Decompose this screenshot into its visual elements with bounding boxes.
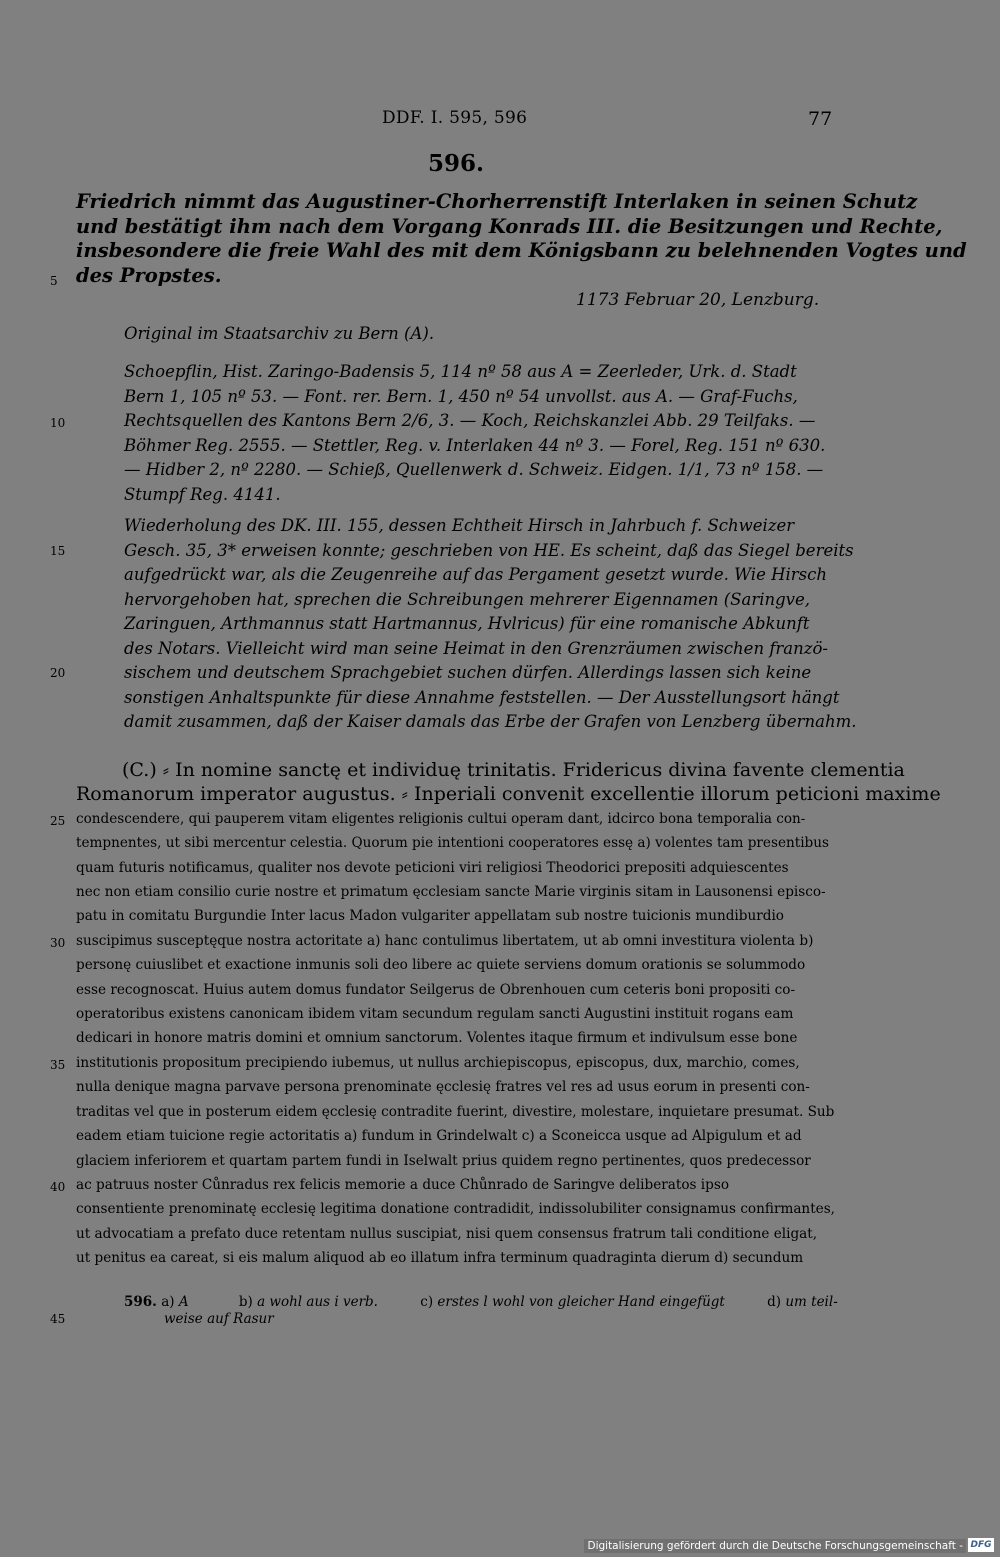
- original-note-text: Original im Staatsarchiv zu Bern (A).: [124, 324, 435, 343]
- charter-line: institutionis propositum precipiendo iubemus, ut nullus archiepiscopus, episcopus, dux, marchio, comes,: [76, 1054, 800, 1071]
- page-number: 77: [808, 108, 833, 130]
- commentary-line: aufgedrückt war, als die Zeugenreihe auf das Pergament gesetzt wurde. Wie Hirsch: [124, 565, 827, 584]
- commentary-line: Gesch. 35, 3* erweisen konnte; geschrieben von HE. Es scheint, daß das Siegel bereits: [124, 540, 854, 560]
- footnote-line: [124, 1294, 838, 1311]
- charter-line: ut advocatiam a prefato duce retentam nullus suscipiat, nisi quem consensus fratrum tali conditione eligat,: [76, 1225, 818, 1242]
- charter-line: consentiente prenominatę ecclesię legitima donatione contradidit, indissolubiliter consignamus confirmantes,: [76, 1201, 835, 1218]
- footnote-b-mark: b): [238, 1294, 253, 1310]
- charter-line: glaciem inferiorem et quartam partem fundi in Iselwalt prius quidem regno pertinentes, quos predecessor: [76, 1152, 811, 1169]
- charter-line: ac patruus noster Cůnradus rex felicis memorie a duce Chůnrado de Saringve deliberatos ipso: [76, 1176, 730, 1193]
- charter-line: ut penitus ea careat, si eis malum aliquod ab eo illatum infra terminum quadraginta dierum d) secundum: [76, 1250, 804, 1267]
- line-number: 30: [50, 936, 66, 950]
- footnote-d-mark: d): [767, 1294, 782, 1310]
- commentary-line: hervorgehoben hat, sprechen die Schreibungen mehrerer Eigennamen (Saringve,: [124, 589, 810, 609]
- commentary-line: sonstigen Anhaltspunkte für diese Annahme feststellen. — Der Ausstellungsort hängt: [124, 687, 840, 707]
- dating-line: 1173 Februar 20, Lenzburg.: [576, 290, 820, 310]
- footnote-d-text: um teil-: [785, 1294, 838, 1310]
- line-number: 35: [50, 1058, 66, 1072]
- charter-line: operatoribus existens canonicam ibidem vitam secundum regulam sancti Augustini instituit rogans eam: [76, 1006, 794, 1023]
- footnote-a-mark: a): [161, 1294, 175, 1310]
- footnote-line-continuation: [124, 1311, 834, 1328]
- editions-line: Böhmer Reg. 2555. — Stettler, Reg. v. Interlaken 44 nº 3. — Forel, Reg. 151 nº 630.: [124, 435, 826, 455]
- commentary-line: des Notars. Vielleicht wird man seine Heimat in den Grenzräumen zwischen franzö-: [124, 638, 828, 658]
- footnote-a-text: A: [178, 1294, 189, 1310]
- editions-line: Rechtsquellen des Kantons Bern 2/6, 3. — Koch, Reichskanzlei Abb. 29 Teilfaks. —: [124, 411, 816, 430]
- charter-line: personę cuiuslibet et exactione inmunis soli deo libere ac quiete serviens domum orationis se solummodo: [76, 957, 806, 974]
- footnote-c-mark: c): [420, 1294, 434, 1310]
- line-number: 45: [50, 1312, 66, 1326]
- charter-line: nulla denique magna parvave persona prenominate ęcclesię fratres vel res ad usus eorum in presenti con-: [76, 1079, 810, 1096]
- charter-line: dedicari in honore matris domini et omnium sanctorum. Volentes itaque firmum et indivulsum esse bone: [76, 1030, 798, 1047]
- commentary-line: Wiederholung des DK. III. 155, dessen Echtheit Hirsch in Jahrbuch f. Schweizer: [124, 516, 795, 535]
- charter-line: traditas vel que in posterum eidem ęcclesię contradite fuerint, divestire, molestare, inquietare presumat. Sub: [76, 1103, 835, 1120]
- line-number: 15: [50, 544, 66, 558]
- document-summary: [76, 190, 967, 288]
- summary-line: und bestätigt ihm nach dem Vorgang Konrads III. die Besitzungen und Rechte,: [76, 214, 943, 238]
- commentary-line: sischem und deutschem Sprachgebiet suchen dürfen. Allerdings lassen sich keine: [124, 663, 812, 682]
- summary-line: insbesondere die freie Wahl des mit dem Königsbann zu belehnenden Vogtes und: [76, 239, 967, 262]
- commentary-line: Zaringuen, Arthmannus statt Hartmannus, Hvlricus) für eine romanische Abkunft: [124, 614, 810, 633]
- editions-line: Bern 1, 105 nº 53. — Font. rer. Bern. 1, 450 nº 54 unvollst. aus A. — Graf-Fuchs,: [124, 386, 798, 406]
- digitization-credit: Digitalisierung gefördert durch die Deutsche Forschungsgemeinschaft -: [584, 1539, 966, 1553]
- line-number: 25: [50, 814, 66, 828]
- charter-line: nec non etiam consilio curie nostre et primatum ęcclesiam sancte Marie virginis sitam in Lausonensi episco-: [76, 884, 826, 901]
- charter-line: patu in comitatu Burgundie Inter lacus Madon vulgariter appellatam sub nostre tuicionis mundiburdio: [76, 908, 784, 925]
- charter-line: suscipimus susceptęque nostra actoritate a) hanc contulimus libertatem, ut ab omni investitura violenta b): [76, 932, 814, 949]
- charter-line: tempnentes, ut sibi mercentur celestia. Quorum pie intentioni cooperatores essę a) volentes tam presentibus: [76, 835, 829, 852]
- footnotes: [124, 1294, 838, 1328]
- editions-line: Schoepflin, Hist. Zaringo-Badensis 5, 114 nº 58 aus A = Zeerleder, Urk. d. Stadt: [124, 362, 797, 381]
- footnote-doc-number: 596.: [124, 1294, 157, 1310]
- editions-block: [124, 360, 832, 507]
- summary-line: des Propstes.: [76, 263, 222, 287]
- line-number: 10: [50, 416, 66, 430]
- charter-line: Romanorum imperator augustus. ⸗ Inperiali convenit excellentie illorum peticioni maxime: [76, 783, 941, 806]
- dfg-logo: DFG: [968, 1538, 994, 1552]
- line-number: 20: [50, 666, 66, 680]
- footnote-b-text: a wohl aus i verb.: [257, 1294, 378, 1310]
- commentary-line: damit zusammen, daß der Kaiser damals das Erbe der Grafen von Lenzberg übernahm.: [124, 712, 857, 731]
- charter-line: (C.) ⸗ In nomine sanctę et individuę trinitatis. Fridericus divina favente clementia: [122, 759, 905, 781]
- charter-line: esse recognoscat. Huius autem domus fundator Seilgerus de Obrenhouen cum ceteris boni propositi co-: [76, 981, 796, 998]
- charter-line: condescendere, qui pauperem vitam eligentes religionis cultui operam dant, idcirco bona temporalia con-: [76, 810, 806, 827]
- line-number: 5: [50, 274, 58, 288]
- commentary-block: [124, 514, 857, 735]
- footnote-c-text: erstes l wohl von gleicher Hand eingefügt: [437, 1294, 725, 1310]
- summary-line: Friedrich nimmt das Augustiner-Chorherrenstift Interlaken in seinen Schutz: [76, 190, 918, 213]
- charter-text: [76, 758, 941, 1271]
- line-number: 40: [50, 1180, 66, 1194]
- charter-line: eadem etiam tuicione regie actoritatis a) fundum in Grindelwalt c) a Sconeicca usque ad Alpigulum et ad: [76, 1128, 802, 1145]
- original-note: [124, 322, 832, 347]
- charter-line: quam futuris notificamus, qualiter nos devote peticioni viri religiosi Theodorici prepositi adquiescentes: [76, 859, 789, 876]
- document-number: 596.: [428, 150, 485, 177]
- running-title: DDF. I. 595, 596: [382, 108, 528, 128]
- footnote-d-continuation: weise auf Rasur: [164, 1311, 274, 1327]
- editions-line: Stumpf Reg. 4141.: [124, 484, 281, 504]
- editions-line: — Hidber 2, nº 2280. — Schieß, Quellenwerk d. Schweiz. Eidgen. 1/1, 73 nº 158. —: [124, 460, 824, 479]
- running-header: [0, 108, 1000, 132]
